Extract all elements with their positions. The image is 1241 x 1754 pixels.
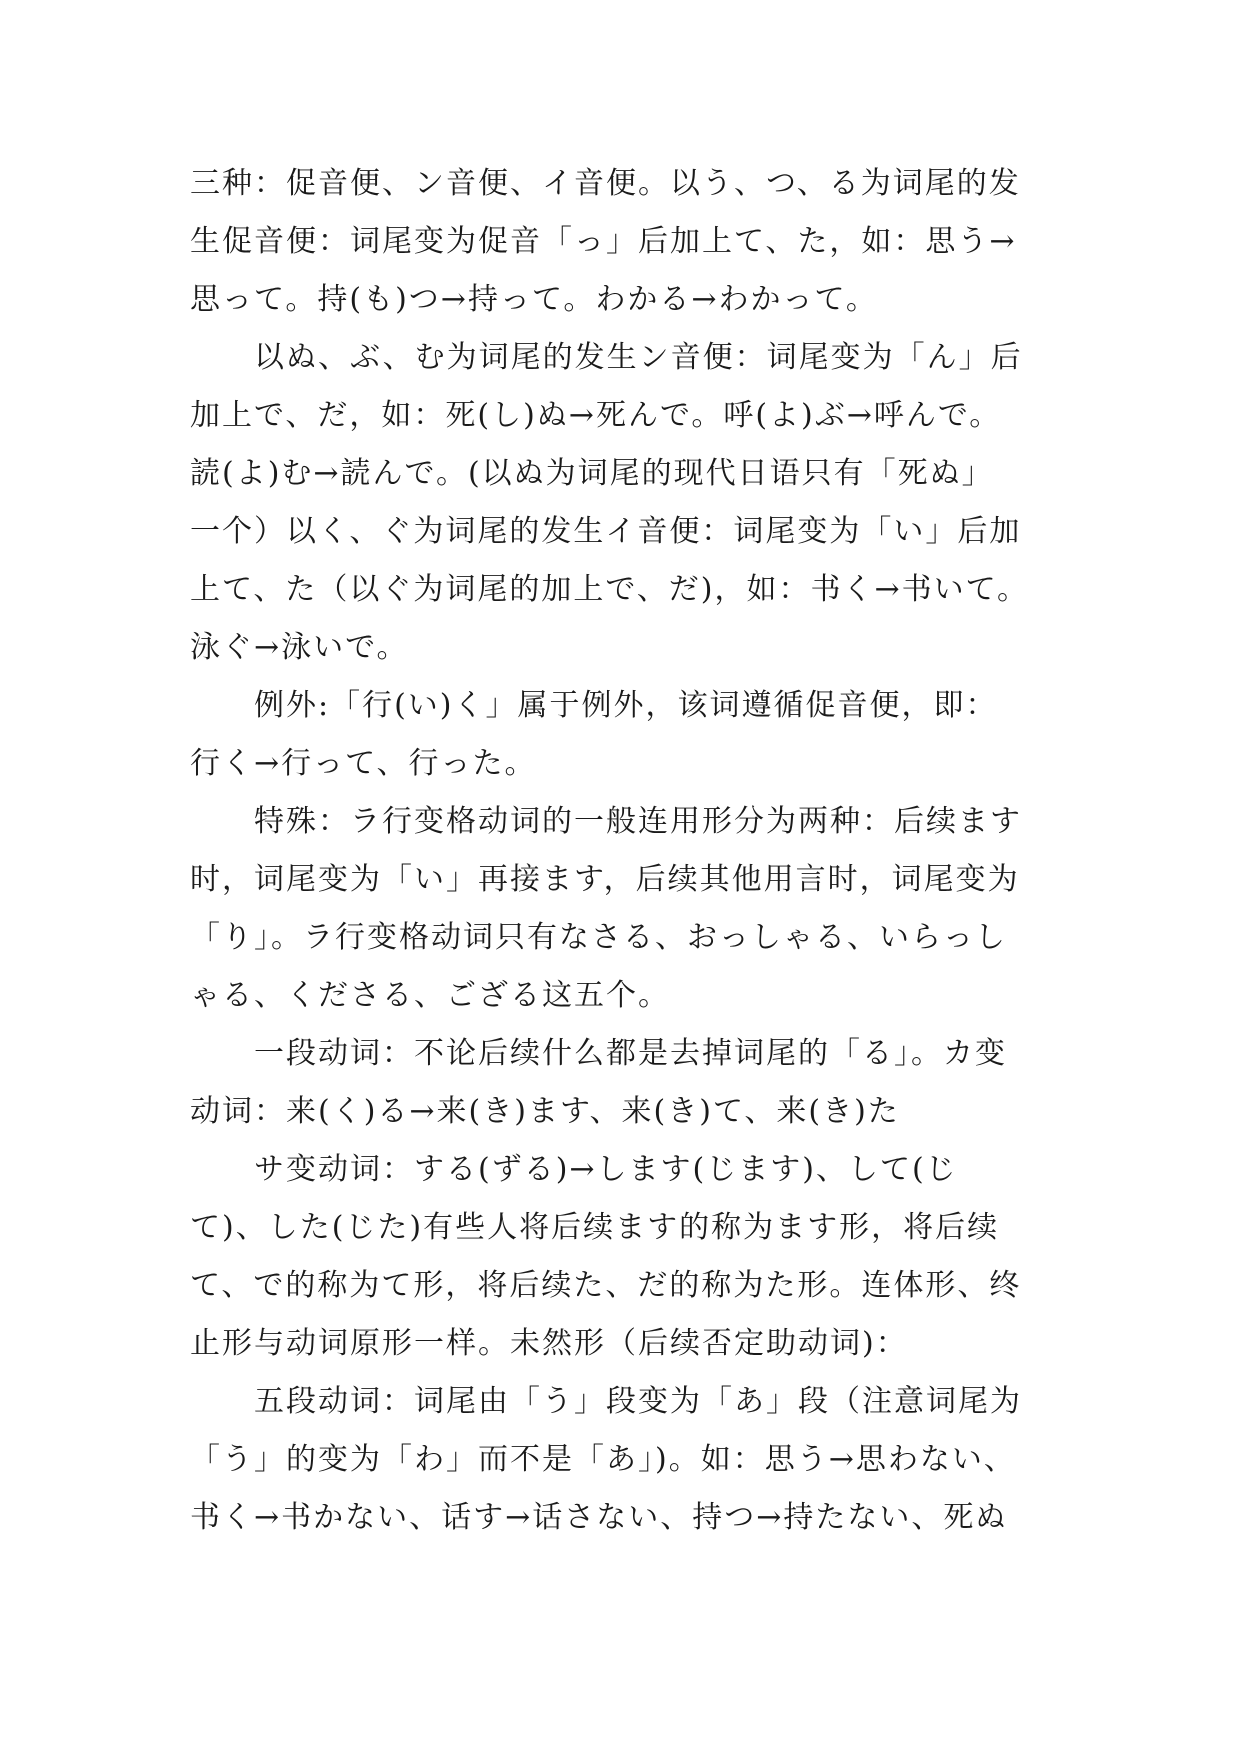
text-line: 三种：促音便、ン音便、イ音便。以う、つ、る为词尾的发: [190, 166, 1021, 201]
text-line: 「う」的变为「わ」而不是「あ」)。如：思う→思わない、: [190, 1442, 1016, 1477]
text-line: ゃる、くださる、ござる这五个。: [190, 978, 670, 1013]
text-line: て)、した(じた)有些人将后续ます的称为ます形，将后续: [190, 1210, 1000, 1245]
text-line: 五段动词：词尾由「う」段变为「あ」段（注意词尾为: [254, 1384, 1022, 1419]
text-line: 思って。持(も)つ→持って。わかる→わかって。: [190, 282, 878, 317]
text-line: 読(よ)む→読んで。(以ぬ为词尾的现代日语只有「死ぬ」: [190, 456, 994, 491]
text-line: て、で的称为て形，将后续た、だ的称为た形。连体形、终: [190, 1268, 1022, 1303]
text-line: 生促音便：词尾变为促音「っ」后加上て、た，如：思う→: [190, 224, 1017, 259]
text-line: 时，词尾变为「い」再接ます，后续其他用言时，词尾变为: [190, 862, 1020, 897]
text-line: 止形与动词原形一样。未然形（后续否定助动词)：: [190, 1326, 908, 1361]
text-line: 加上で、だ，如：死(し)ぬ→死んで。呼(よ)ぶ→呼んで。: [190, 398, 1002, 433]
body-text: [190, 155, 1060, 1547]
text-line: 泳ぐ→泳いで。: [190, 630, 409, 665]
text-line: 特殊：ラ行变格动词的一般连用形分为两种：后续ます: [254, 804, 1022, 839]
text-line: 上て、た（以ぐ为词尾的加上で、だ)，如：书く→书いて。: [190, 572, 1030, 607]
text-line: 「り」。ラ行变格动词只有なさる、おっしゃる、いらっし: [190, 920, 1007, 955]
text-line: 以ぬ、ぶ、む为词尾的发生ン音便：词尾变为「ん」后: [254, 340, 1023, 375]
text-line: 例外:「行(い)く」属于例外，该词遵循促音便，即：: [254, 688, 998, 723]
text-line: 一段动词：不论后续什么都是去掉词尾的「る」。カ变: [254, 1036, 1007, 1071]
text-line: 一个）以く、ぐ为词尾的发生イ音便：词尾变为「い」后加: [190, 514, 1022, 549]
text-line: 书く→书かない、话す→话さない、持つ→持たない、死ぬ: [190, 1500, 1008, 1535]
text-line: 动词：来(く)る→来(き)ます、来(き)て、来(き)た: [190, 1094, 900, 1129]
text-line: サ变动词：する(ずる)→します(じます)、して(じ: [254, 1152, 958, 1187]
text-line: 行く→行って、行った。: [190, 746, 537, 781]
